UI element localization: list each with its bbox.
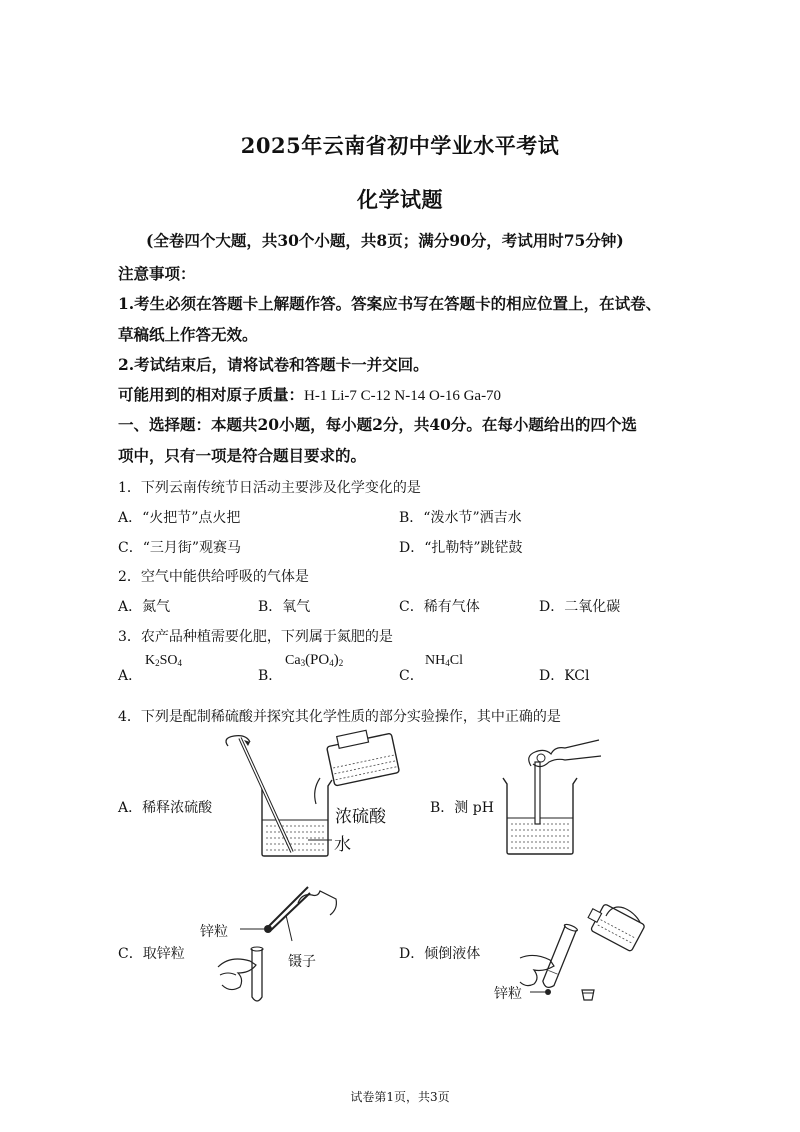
q4-option-d: D．倾倒液体 — [399, 946, 481, 962]
notes-heading: 注意事项： — [118, 264, 196, 283]
figure-b-measure-ph — [495, 738, 615, 858]
q3-option-a-letter: A． — [118, 668, 143, 684]
q3-option-d: D．KCl — [539, 668, 590, 684]
exam-subtitle: 化学试题 — [357, 187, 443, 212]
q3-stem: 3．农产品种植需要化肥，下列属于氮肥的是 — [118, 629, 393, 645]
q3-option-b-letter: B． — [258, 668, 283, 684]
page-footer: 试卷第1页，共3页 — [350, 1090, 450, 1104]
q3-option-c-formula: $NH_4Cl$ — [425, 653, 463, 668]
q2-stem: 2．空气中能供给呼吸的气体是 — [118, 569, 309, 585]
section-1-heading-line-2: 项中，只有一项是符合题目要求的。 — [118, 446, 367, 465]
q1-option-b: B．“泼水节”洒吉水 — [399, 510, 522, 526]
notes-item-2: 2.考试结束后，请将试卷和答题卡一并交回。 — [118, 355, 429, 374]
exam-title: 2025年云南省初中学业水平考试 — [240, 133, 560, 158]
q2-option-b: B．氧气 — [258, 599, 311, 615]
q3-option-b-formula: $Ca_3(PO_4)_2$ — [285, 652, 344, 668]
q2-option-c: C．稀有气体 — [399, 599, 480, 615]
atomic-masses-label: 可能用到的相对原子质量： — [118, 385, 305, 404]
q3-option-c-letter: C． — [399, 668, 424, 684]
q1-option-d: D．“扎勒特”跳铓鼓 — [399, 540, 523, 556]
q1-option-a: A．“火把节”点火把 — [118, 510, 241, 526]
label-water: 水 — [334, 835, 351, 855]
figure-c-take-zinc — [200, 875, 350, 1010]
q4-option-c: C．取锌粒 — [118, 946, 185, 962]
label-zinc-granule-d: 锌粒 — [494, 986, 522, 1002]
notes-item-1-line-1: 1.考生必须在答题卡上解题作答。答案应书写在答题卡的相应位置上，在试卷、 — [118, 294, 662, 313]
q1-stem: 1．下列云南传统节日活动主要涉及化学变化的是 — [118, 480, 421, 496]
atomic-masses-values: H-1 Li-7 C-12 N-14 O-16 Ga-70 — [304, 388, 502, 404]
figure-a-dilute-acid — [220, 730, 420, 860]
q4-option-a: A．稀释浓硫酸 — [118, 800, 213, 816]
notes-item-1-line-2: 草稿纸上作答无效。 — [118, 325, 258, 344]
q4-stem: 4．下列是配制稀硫酸并探究其化学性质的部分实验操作，其中正确的是 — [118, 709, 561, 725]
q3-option-a-formula: $K_2SO_4$ — [145, 653, 183, 668]
label-zinc-granule-c: 锌粒 — [200, 924, 228, 940]
q1-option-c: C．“三月街”观赛马 — [118, 540, 242, 556]
q2-option-d: D．二氧化碳 — [539, 599, 621, 615]
q2-option-a: A．氮气 — [118, 599, 171, 615]
label-concentrated-acid: 浓硫酸 — [335, 807, 386, 827]
exam-info: (全卷四个大题，共30个小题，共8页；满分90分，考试用时75分钟) — [146, 231, 624, 250]
atomic-masses — [118, 383, 501, 405]
q4-option-b: B．测 pH — [430, 800, 494, 816]
label-tweezers: 镊子 — [288, 954, 316, 970]
section-1-heading-line-1: 一、选择题：本题共20小题，每小题2分，共40分。在每小题给出的四个选 — [118, 415, 637, 434]
